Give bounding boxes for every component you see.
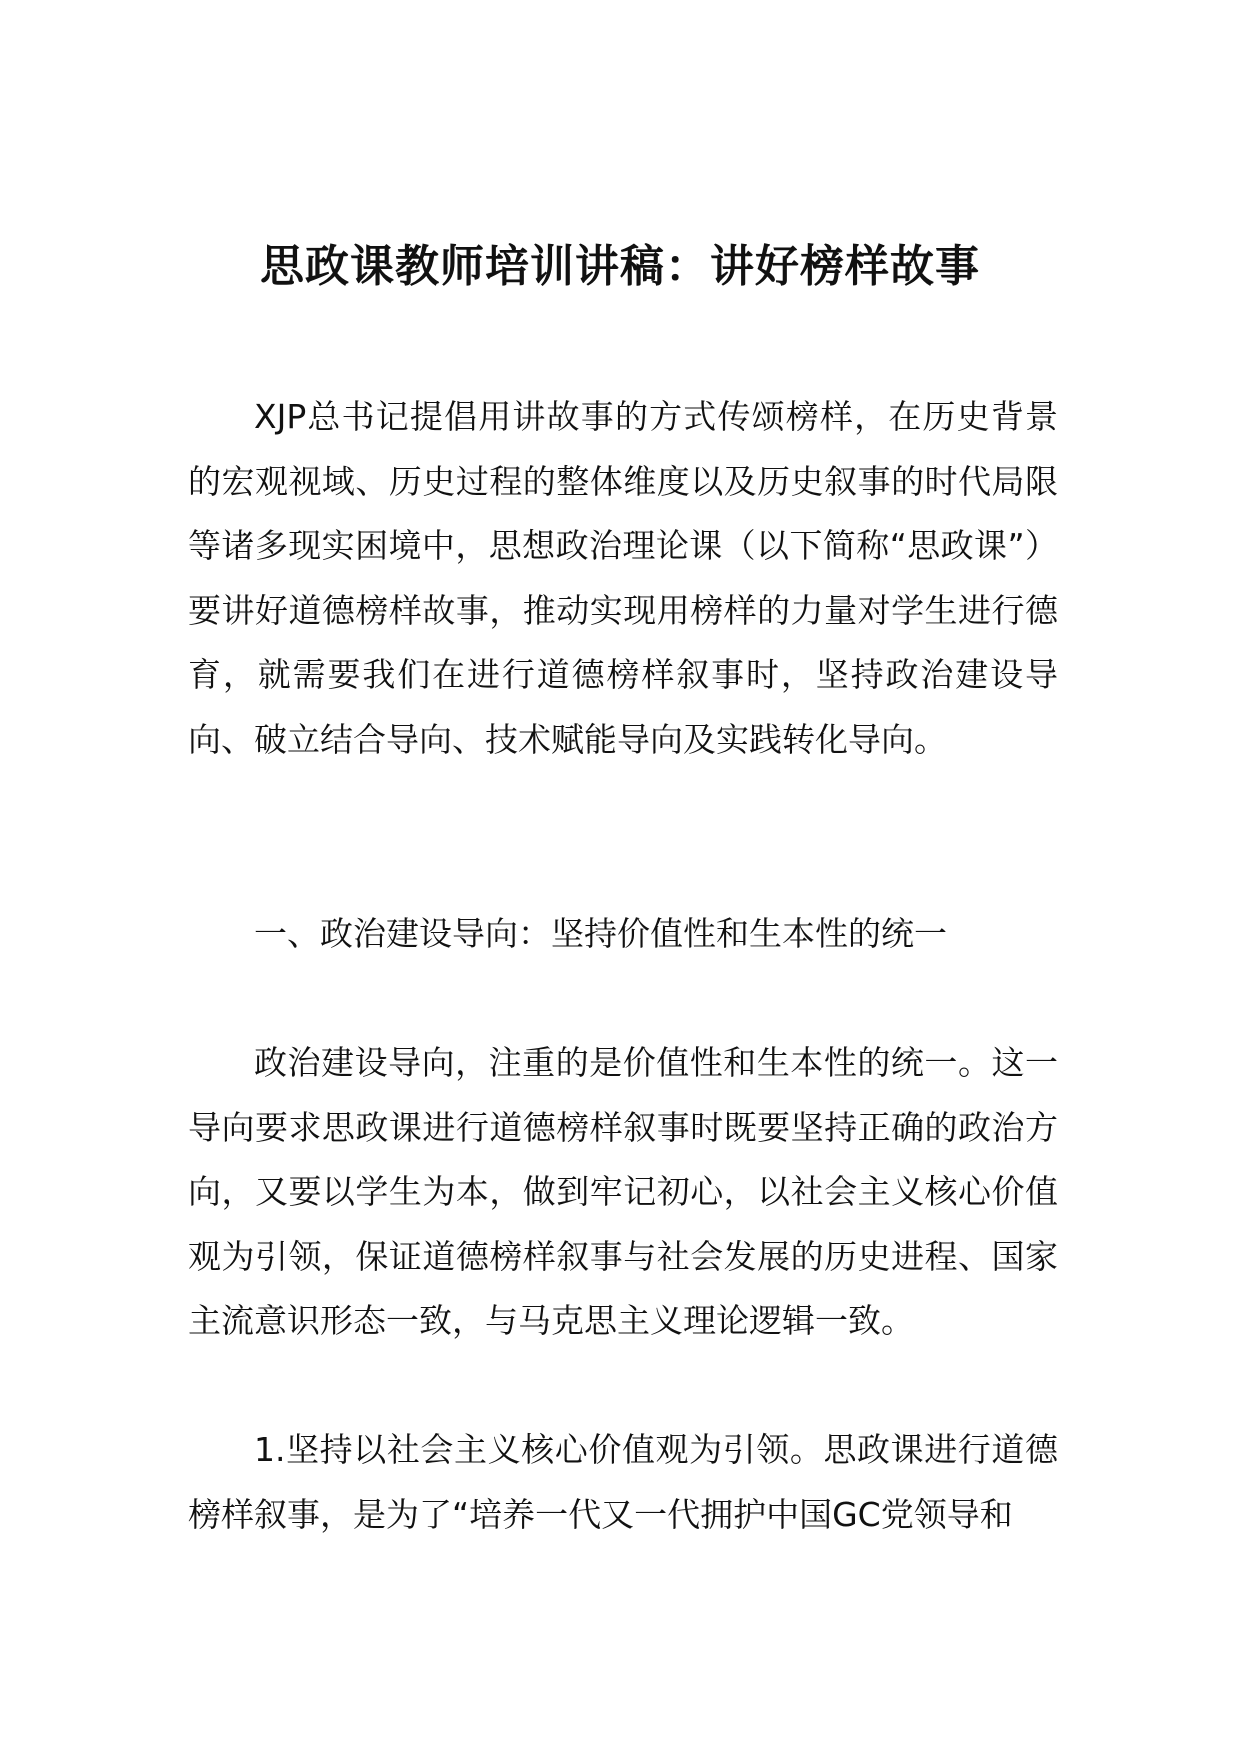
intro-paragraph: XJP总书记提倡用讲故事的方式传颂榜样，在历史背景的宏观视域、历史过程的整体维度以及历史叙事的时代局限等诸多现实困境中，思想政治理论课（以下简称“思政课”）要讲好道德榜样故事，推动实现用榜样的力量对学生进行德育，就需要我们在进行道德榜样叙事时，坚持政治建设导向、破立结合导向、技术赋能导向及实践转化导向。: [188, 397, 1058, 759]
section-paragraph: 政治建设导向，注重的是价值性和生本性的统一。这一导向要求思政课进行道德榜样叙事时既要坚持正确的政治方向，又要以学生为本，做到牢记初心，以社会主义核心价值观为引领，保证道德榜样叙事与社会发展的历史进程、国家主流意识形态一致，与马克思主义理论逻辑一致。: [188, 1043, 1058, 1340]
subsection-paragraph: 1.坚持以社会主义核心价值观为引领。思政课进行道德榜样叙事，是为了“培养一代又一代拥护中国GC党领导和: [188, 1430, 1058, 1534]
section-heading: 一、政治建设导向：坚持价值性和生本性的统一: [254, 914, 947, 953]
document-title: 思政课教师培训讲稿：讲好榜样故事: [260, 241, 980, 293]
